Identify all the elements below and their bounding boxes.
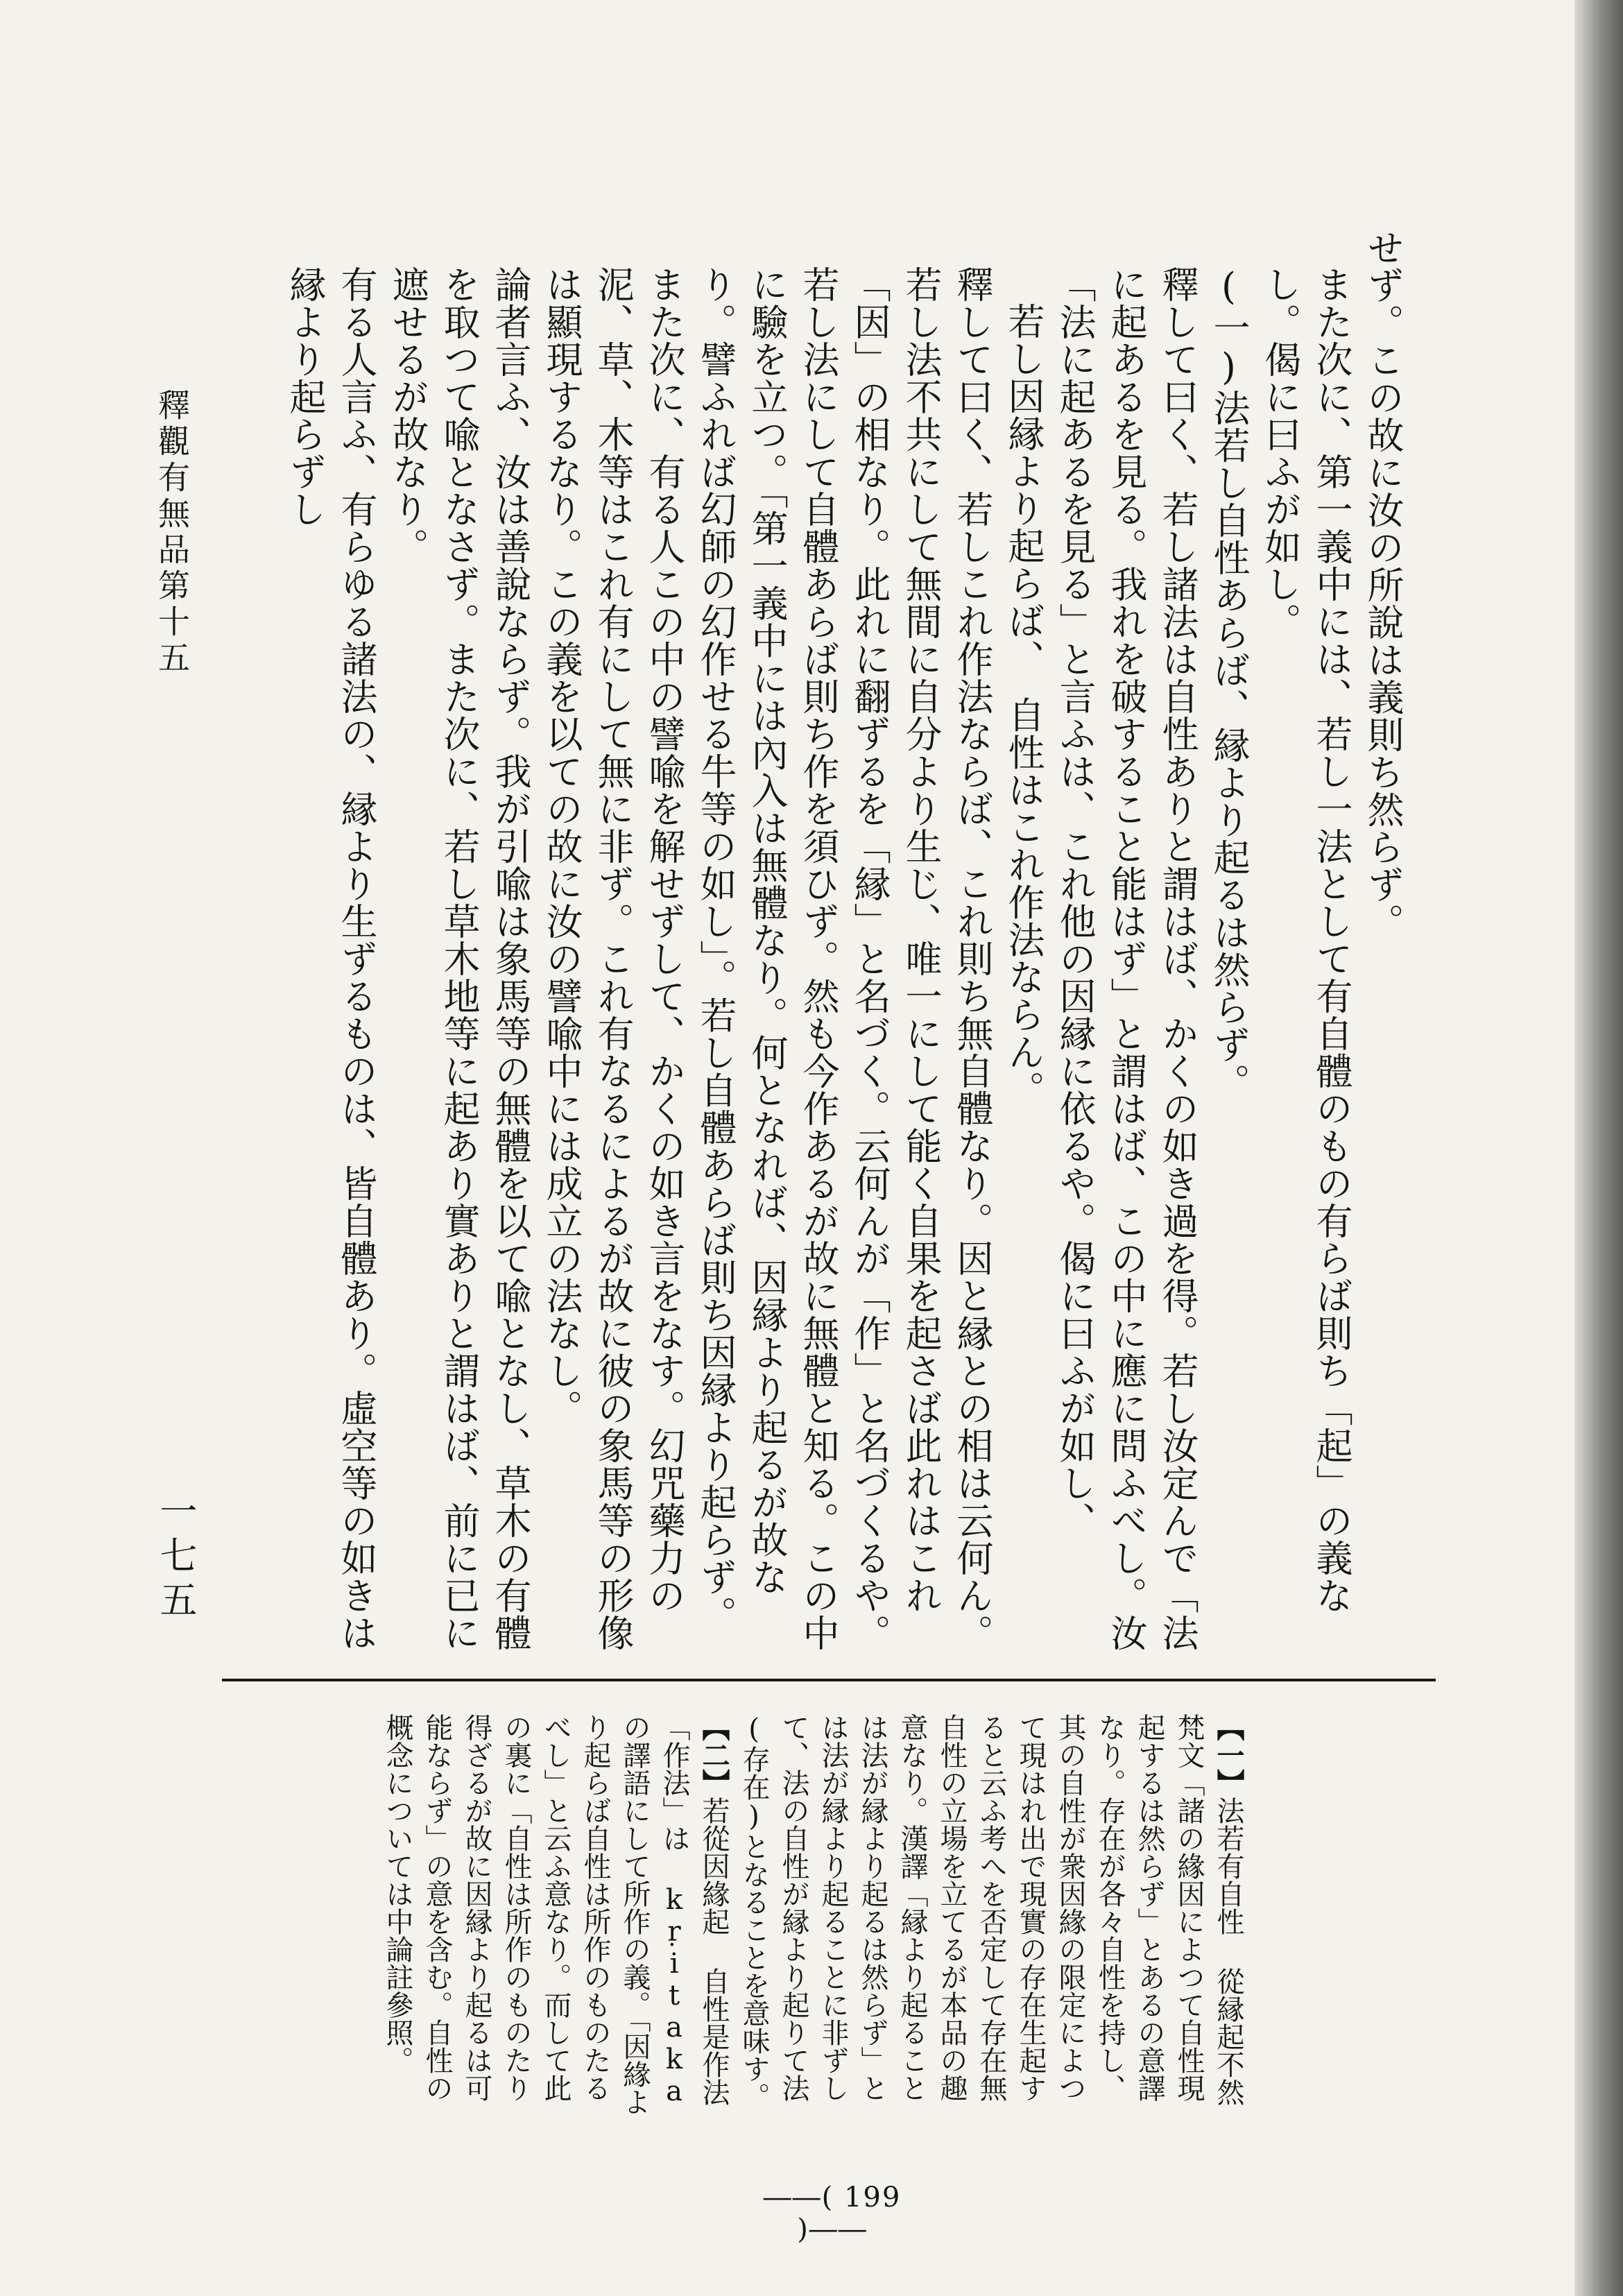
paragraph: また次に、有る人この中の譬喩を解せずして、かくの如き言をなす。幻咒藥力の泥、草、木等はこれ有にして無に非ず。これ有なるによるが故に彼の象馬等の形像は顯現するなり。この義を以ての故に汝の譬喩中には成立の法なし。	[540, 266, 685, 1652]
paragraph: 釋して曰く、若し諸法は自性ありと謂はば、かくの如き過を得。若し汝定んで「法に起あるを見る。我れを破すること能はず」と謂はば、この中に應に問ふべし。汝「法に起あるを見る」と言ふは、これ他の因縁に依るや。偈に曰ふが如し、	[1054, 266, 1199, 1652]
running-title: 釋觀有無品第十五	[153, 388, 191, 677]
verse: (一)法若し自性あらば、縁より起るは然らず。	[1208, 266, 1250, 1101]
footnotes	[381, 1713, 1248, 2134]
footnote-label: 【一】	[1212, 1713, 1245, 1797]
footnote	[377, 1713, 734, 2134]
chapter-page-number: 一七五	[154, 1491, 198, 1625]
footnote-label: 【二】	[698, 1713, 730, 1797]
verse: 若し因縁より起らば、 自性はこれ作法ならん。	[1002, 302, 1045, 1108]
scan-edge-shadow	[1574, 0, 1623, 2296]
paragraph: せず。この故に汝の所說は義則ち然らず。	[1362, 229, 1404, 941]
paragraph: また次に、第一義中には、若し一法として有自體のもの有らば則ち「起」の義なし。偈に曰ふが如し。	[1259, 266, 1352, 1614]
page-number: ――( 199 )――	[763, 2182, 902, 2245]
paragraph: 論者言ふ、汝は善說ならず。我が引喩は象馬等の無體を以て喩となし、草木の有體を取つて喩となさず。また次に、若し草木地等に起あり實ありと謂はば、前に已に遮せるが故なり。	[386, 266, 531, 1652]
footnote-text: 法若有自性 從縁起不然 梵文「諸の緣因によつて自性現起するは然らず」とあるの意譯なり。存在が各々自性を持し、其の自性が衆因緣の限定によつて現はれ出で現實の存在生起すると云ふ考へを否定して存在無自性の立場を立てるが本品の趣意なり。漢譯「縁より起ることは法が縁より起るは然らず」とは法が縁より起ることに非ずして、法の自性が縁より起りて法(存在)となることを意味す。	[738, 1713, 1244, 2134]
divider	[222, 1679, 1436, 1681]
paragraph: 有る人言ふ、有らゆる諸法の、縁より生ずるものは、皆自體あり。虛空等の如きは縁より起らずし	[284, 266, 377, 1652]
paragraph: 釋して曰く、若しこれ作法ならば、これ則ち無自體なり。因と縁との相は云何ん。若し法不共にして無間に自分より生じ、唯一にして能く自果を起さば此れはこれ「因」の相なり。此れに翻ずるを「縁」と名づく。云何んが「作」と名づくるや。若し法にして自體あらば則ち作を須ひず。然も今作あるが故に無體と知る。この中に驗を立つ。「第一義中には內入は無體なり。何となれば、因縁より起るが故なり。譬ふれば幻師の幻作せる牛等の如し」。若し自體あらば則ち因縁より起らず。	[694, 266, 993, 1652]
main-text	[229, 229, 1408, 1665]
footnote-text: 若從因緣起 自性是作法 「作法」は kṛitaka の譯語にして所作の義。「因緣より起らば自性は所作のものたるべし」と云ふ意なり。而して此の裏に「自性は所作のものたり得ざるが故に因縁より起るは可能ならず」の意を含む。自性の概念については中論註參照。	[381, 1713, 730, 2134]
footnote	[734, 1713, 1248, 2134]
